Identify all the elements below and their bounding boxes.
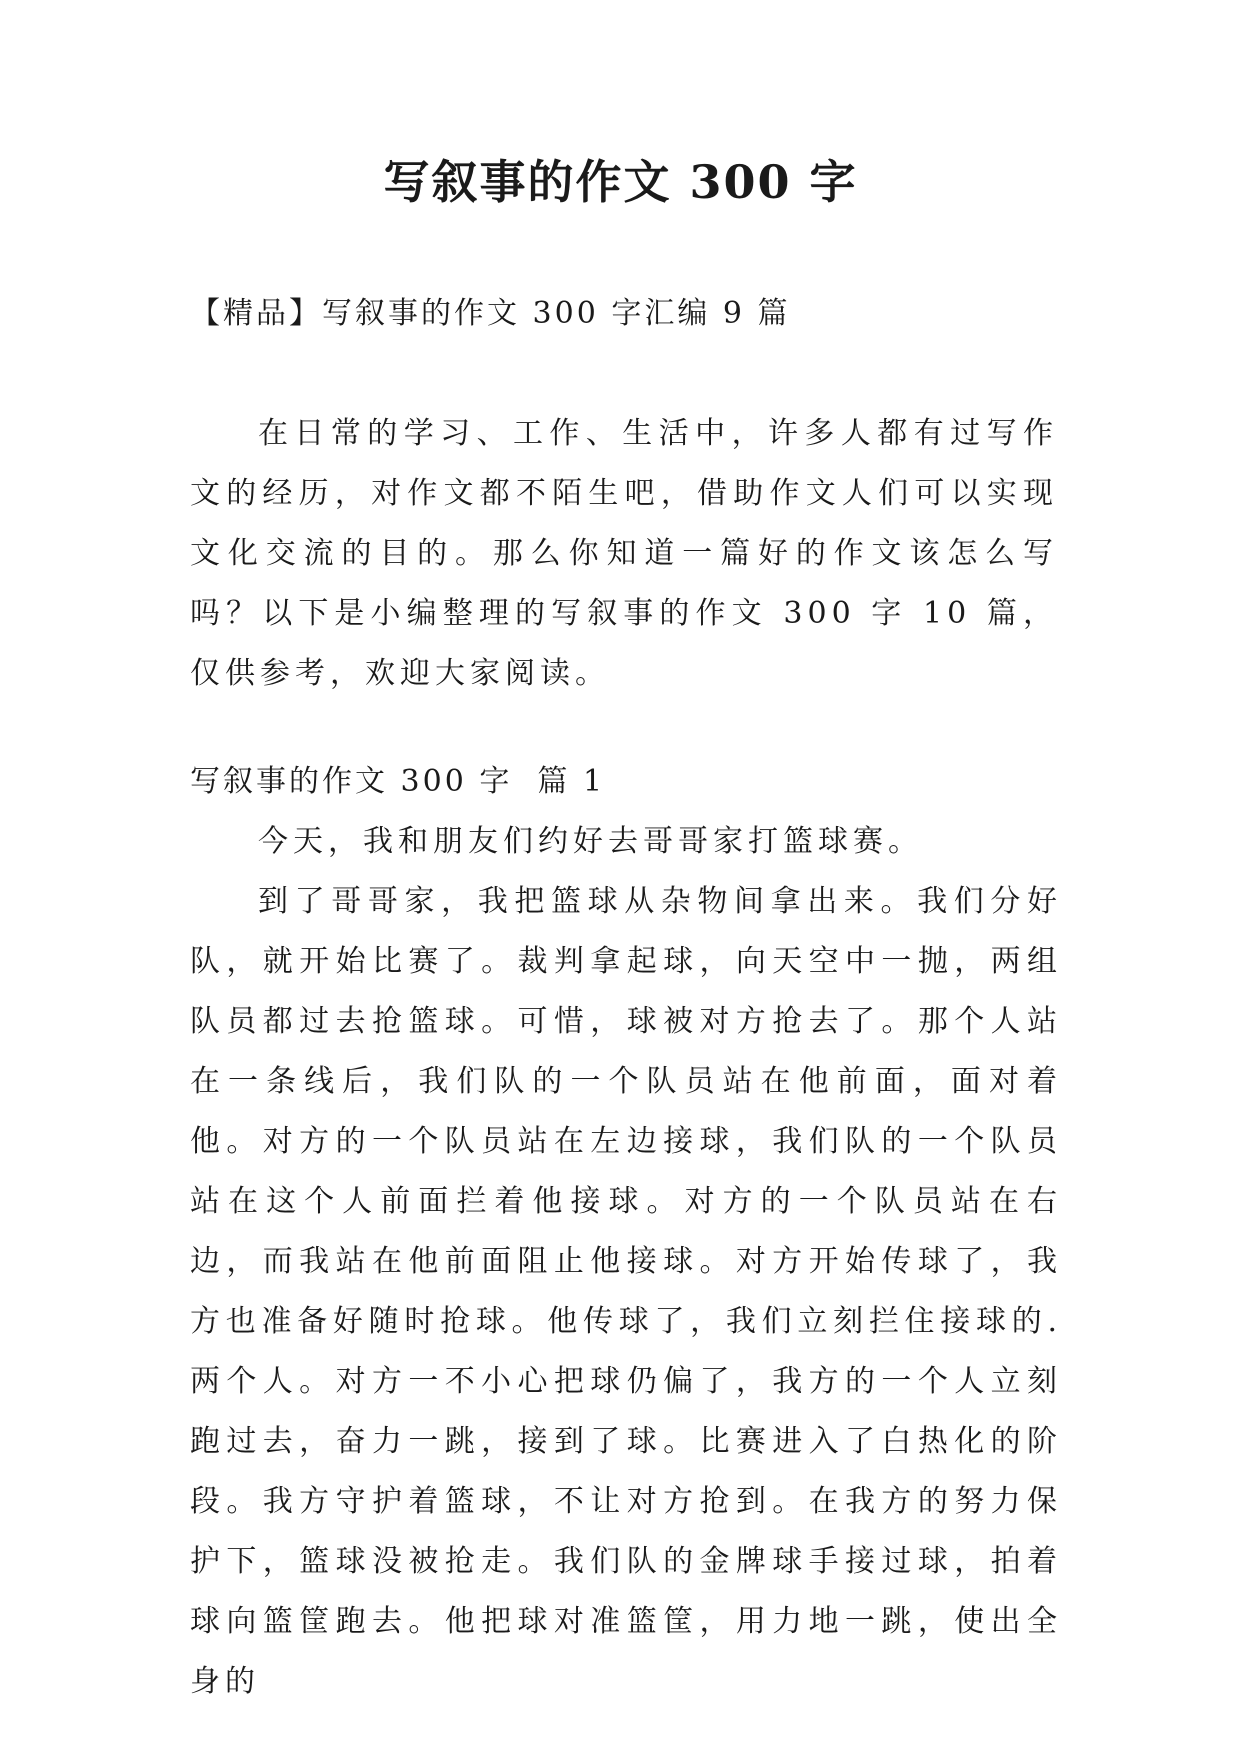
page-title: 写叙事的作文 300 字 — [383, 155, 858, 209]
body-paragraph: 今天，我和朋友们约好去哥哥家打篮球赛。 — [258, 824, 923, 859]
intro-paragraph: 在日常的学习、工作、生活中，许多人都有过写作文的经历，对作文都不陌生吧，借助作文人们可以实现文化交流的目的。那么你知道一篇好的作文该怎么写吗？以下是小编整理的写叙事的作文 300 字 10 篇，仅供参考，欢迎大家阅读。 — [190, 416, 1058, 691]
section-heading: 写叙事的作文 300 字 篇 1 — [190, 764, 606, 799]
document-subtitle: 【精品】写叙事的作文 300 字汇编 9 篇 — [190, 296, 791, 331]
body-paragraph: 到了哥哥家，我把篮球从杂物间拿出来。我们分好队，就开始比赛了。裁判拿起球，向天空中一抛，两组队员都过去抢篮球。可惜，球被对方抢去了。那个人站在一条线后，我们队的一个队员站在他前面，面对着他。对方的一个队员站在左边接球，我们队的一个队员站在这个人前面拦着他接球。对方的一个队员站在右边，而我站在他前面阻止他接球。对方开始传球了，我方也准备好随时抢球。他传球了，我们立刻拦住接球的.两个人。对方一不小心把球仍偏了，我方的一个人立刻跑过去，奋力一跳，接到了球。比赛进入了白热化的阶段。我方守护着篮球，不让对方抢到。在我方的努力保护下，篮球没被抢走。我们队的金牌球手接过球，拍着球向篮筐跑去。他把球对准篮筐，用力地一跳，使出全身的 — [190, 884, 1062, 1699]
